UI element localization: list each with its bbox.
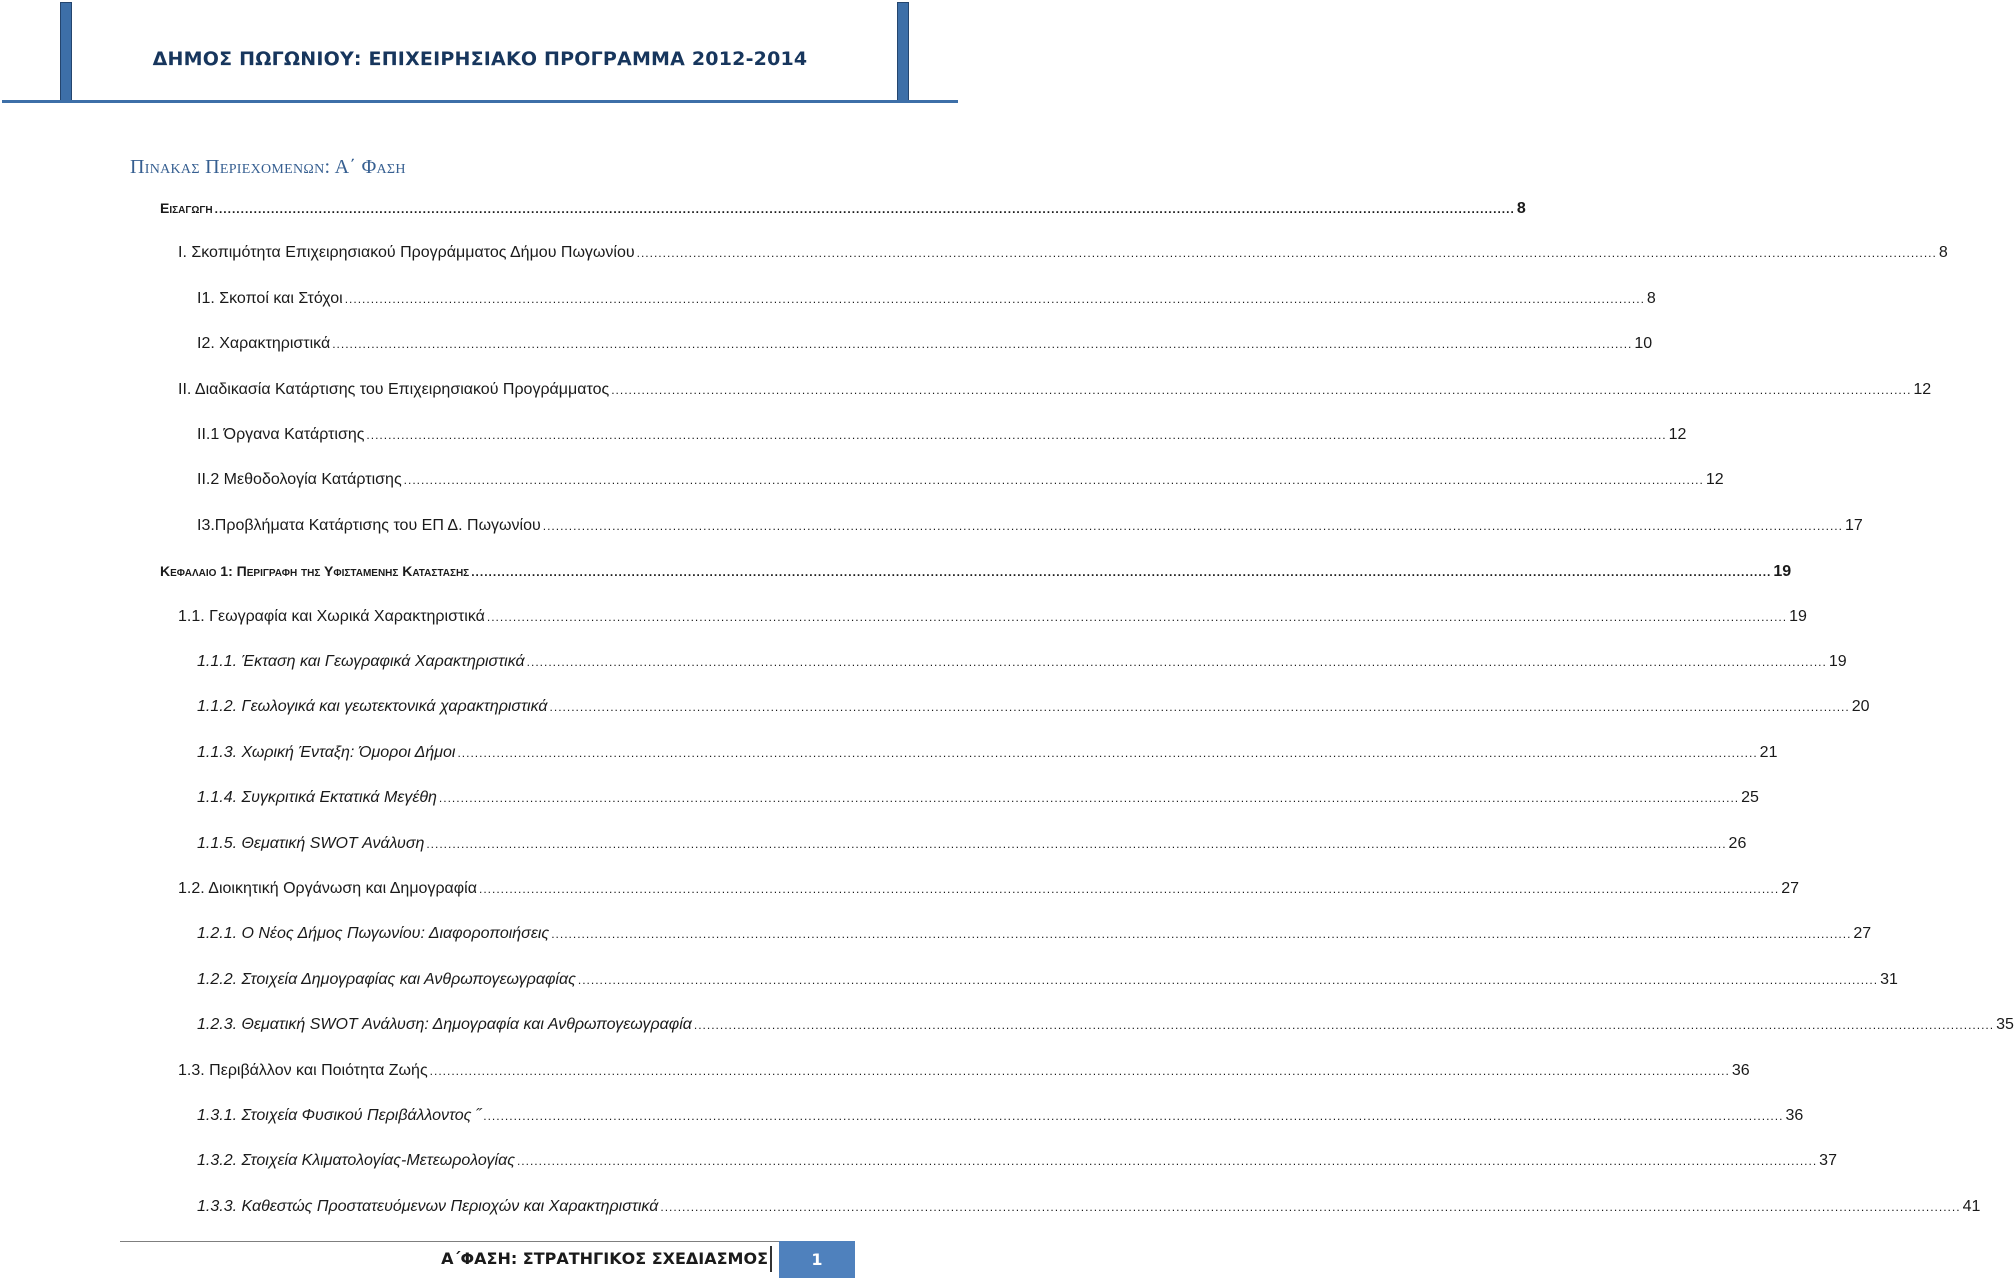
toc-leader-dots: ............................................................................................................................................................................................................................................................................................................	[214, 202, 1515, 216]
toc-entry-title: 1.1.1. Έκταση και Γεωγραφικά Χαρακτηριστικά	[197, 653, 525, 670]
toc-entry[interactable]	[0, 695, 1870, 719]
toc-entry-page: 25	[1741, 789, 1759, 807]
toc-entry-title: Ι. Σκοπιμότητα Επιχειρησιακού Προγράμματος Δήμου Πωγωνίου	[178, 244, 635, 262]
toc-entry-page: 20	[1851, 698, 1870, 716]
toc-entry-page: 12	[1668, 426, 1687, 443]
toc-entry[interactable]	[0, 922, 1872, 946]
toc-entry[interactable]	[0, 1149, 1837, 1173]
toc-entry-page: 26	[1728, 834, 1747, 852]
toc-leader-dots: ............................................................................................................................................................................................................................................................................................................	[542, 518, 1843, 533]
toc-entry-title: 1.1. Γεωγραφία και Χωρικά Χαρακτηριστικά	[178, 607, 485, 625]
footer-separator	[770, 1246, 772, 1272]
toc-entry-page: 19	[1773, 563, 1792, 581]
toc-entry-title: 1.2. Διοικητική Οργάνωση και Δημογραφία	[178, 880, 477, 897]
toc-entry[interactable]	[0, 559, 1792, 583]
toc-entry[interactable]	[0, 1104, 1804, 1128]
toc-entry-title: 1.3. Περιβάλλον και Ποιότητα Ζωής	[178, 1061, 428, 1079]
toc-entry[interactable]	[0, 786, 1759, 810]
toc-entry[interactable]	[0, 1013, 2014, 1037]
toc-leader-dots: ............................................................................................................................................................................................................................................................................................................	[636, 246, 1937, 261]
toc-entry-title: 1.3.3. Καθεστώς Προστατευόμενων Περιοχών και Χαρακτηριστικά	[197, 1197, 659, 1215]
toc-entry-title: 1.3.1. Στοιχεία Φυσικού Περιβάλλοντος ˝	[197, 1107, 482, 1124]
toc-entry-title: 1.1.5. Θεματική SWOT Ανάλυση	[197, 834, 425, 852]
toc-entry[interactable]	[0, 832, 1747, 856]
toc-leader-dots: ............................................................................................................................................................................................................................................................................................................	[471, 565, 1772, 580]
toc-leader-dots: ............................................................................................................................................................................................................................................................................................................	[457, 745, 1758, 760]
toc-leader-dots: ............................................................................................................................................................................................................................................................................................................	[486, 609, 1788, 624]
toc-entry-title: Εισαγωγη	[160, 200, 213, 216]
toc-entry-page: 31	[1880, 970, 1898, 988]
toc-entry-page: 8	[1516, 200, 1526, 217]
toc-entry[interactable]	[0, 423, 1687, 447]
toc-entry[interactable]	[0, 332, 1653, 356]
toc-entry[interactable]	[0, 241, 1948, 265]
toc-leader-dots: ............................................................................................................................................................................................................................................................................................................	[332, 337, 1633, 352]
toc-entry-title: 1.1.3. Χωρική Ένταξη: Όμοροι Δήμοι	[197, 743, 456, 761]
toc-entry-page: 12	[1913, 380, 1932, 398]
toc-leader-dots: ............................................................................................................................................................................................................................................................................................................	[551, 927, 1852, 942]
toc-entry-title: ΙΙ.1 Όργανα Κατάρτισης	[197, 426, 365, 443]
toc-entry[interactable]	[0, 196, 1526, 220]
header-rule	[2, 100, 958, 103]
toc-entry[interactable]	[0, 968, 1898, 992]
toc-leader-dots: ............................................................................................................................................................................................................................................................................................................	[611, 382, 1912, 397]
toc-leader-dots: ............................................................................................................................................................................................................................................................................................................	[426, 836, 1727, 851]
toc-leader-dots: ............................................................................................................................................................................................................................................................................................................	[438, 791, 1740, 806]
footer-section-title: Α΄ΦΑΣΗ: ΣΤΡΑΤΗΓΙΚΟΣ ΣΧΕΔΙΑΣΜΟΣ	[441, 1249, 768, 1268]
toc-entry[interactable]	[0, 468, 1724, 492]
toc-entry-page: 21	[1759, 743, 1778, 761]
toc-entry-page: 37	[1819, 1152, 1837, 1170]
toc-leader-dots: ............................................................................................................................................................................................................................................................................................................	[429, 1063, 1730, 1078]
toc-entry-title: 1.1.4. Συγκριτικά Εκτατικά Μεγέθη	[197, 789, 437, 807]
toc-entry-page: 35	[1996, 1016, 2014, 1034]
toc-entry[interactable]	[0, 1059, 1750, 1083]
toc-entry-page: 41	[1962, 1197, 1981, 1215]
toc-entry-title: 1.2.2. Στοιχεία Δημογραφίας και Ανθρωπογεωγραφίας	[197, 970, 576, 988]
toc-entry-title: 1.3.2. Στοιχεία Κλιματολογίας-Μετεωρολογίας	[197, 1152, 515, 1170]
toc-leader-dots: ............................................................................................................................................................................................................................................................................................................	[403, 473, 1704, 488]
toc-entry[interactable]	[0, 378, 1932, 402]
toc-leader-dots: ............................................................................................................................................................................................................................................................................................................	[577, 972, 1879, 987]
toc-leader-dots: ............................................................................................................................................................................................................................................................................................................	[366, 428, 1667, 442]
toc-leader-dots: ............................................................................................................................................................................................................................................................................................................	[660, 1199, 1961, 1214]
toc-leader-dots: ............................................................................................................................................................................................................................................................................................................	[344, 291, 1645, 306]
toc-entry-page: 12	[1705, 471, 1724, 489]
toc-heading: Πινακας Περιεχομενων: Α΄ Φαση	[130, 156, 406, 178]
toc-entry-title: ΙΙ. Διαδικασία Κατάρτισης του Επιχειρησιακού Προγράμματος	[178, 380, 610, 398]
toc-entry-title: 1.2.3. Θεματική SWOT Ανάλυση: Δημογραφία και Ανθρωπογεωγραφία	[197, 1016, 692, 1034]
toc-entry-page: 17	[1844, 516, 1863, 534]
header-title: ΔΗΜΟΣ ΠΩΓΩΝΙΟΥ: ΕΠΙΧΕΙΡΗΣΙΑΚΟ ΠΡΟΓΡΑΜΜΑ 2012-2014	[152, 48, 808, 70]
toc-entry-page: 8	[1646, 289, 1656, 307]
toc-entry-page: 27	[1853, 925, 1872, 943]
toc-entry-page: 10	[1634, 335, 1653, 353]
toc-leader-dots: ............................................................................................................................................................................................................................................................................................................	[549, 700, 1850, 715]
footer-page-number: 1	[779, 1241, 855, 1278]
toc-entry[interactable]	[0, 650, 1847, 674]
toc-entry-page: 19	[1828, 653, 1847, 670]
toc-leader-dots: ............................................................................................................................................................................................................................................................................................................	[483, 1109, 1784, 1123]
toc-entry[interactable]	[0, 1195, 1981, 1219]
toc-entry-title: Κεφαλαιο 1: Περιγραφη της Υφισταμενης Καταστασης	[160, 563, 470, 580]
toc-entry-page: 27	[1781, 880, 1799, 897]
toc-leader-dots: ............................................................................................................................................................................................................................................................................................................	[693, 1018, 1995, 1033]
toc-entry[interactable]	[0, 514, 1863, 538]
toc-entry[interactable]	[0, 877, 1799, 901]
toc-leader-dots: ............................................................................................................................................................................................................................................................................................................	[526, 655, 1827, 669]
toc-entry-title: Ι1. Σκοποί και Στόχοι	[197, 289, 343, 307]
footer-rule	[120, 1241, 855, 1242]
toc-leader-dots: ............................................................................................................................................................................................................................................................................................................	[516, 1154, 1818, 1169]
toc-entry-page: 8	[1938, 244, 1948, 262]
toc-entry-title: Ι2. Χαρακτηριστικά	[197, 335, 331, 353]
toc-entry-title: ΙΙ.2 Μεθοδολογία Κατάρτισης	[197, 471, 402, 489]
toc-leader-dots: ............................................................................................................................................................................................................................................................................................................	[478, 882, 1780, 896]
toc-entry-title: Ι3.Προβλήματα Κατάρτισης του ΕΠ Δ. Πωγωνίου	[197, 516, 541, 534]
toc-entry[interactable]	[0, 287, 1656, 311]
toc-entry[interactable]	[0, 741, 1778, 765]
toc-entry-title: 1.2.1. Ο Νέος Δήμος Πωγωνίου: Διαφοροποιήσεις	[197, 925, 550, 943]
toc-entry-page: 19	[1789, 607, 1807, 625]
toc-entry-title: 1.1.2. Γεωλογικά και γεωτεκτονικά χαρακτηριστικά	[197, 698, 548, 716]
toc-entry-page: 36	[1785, 1107, 1804, 1124]
toc-entry[interactable]	[0, 605, 1807, 629]
toc-entry-page: 36	[1731, 1061, 1750, 1079]
